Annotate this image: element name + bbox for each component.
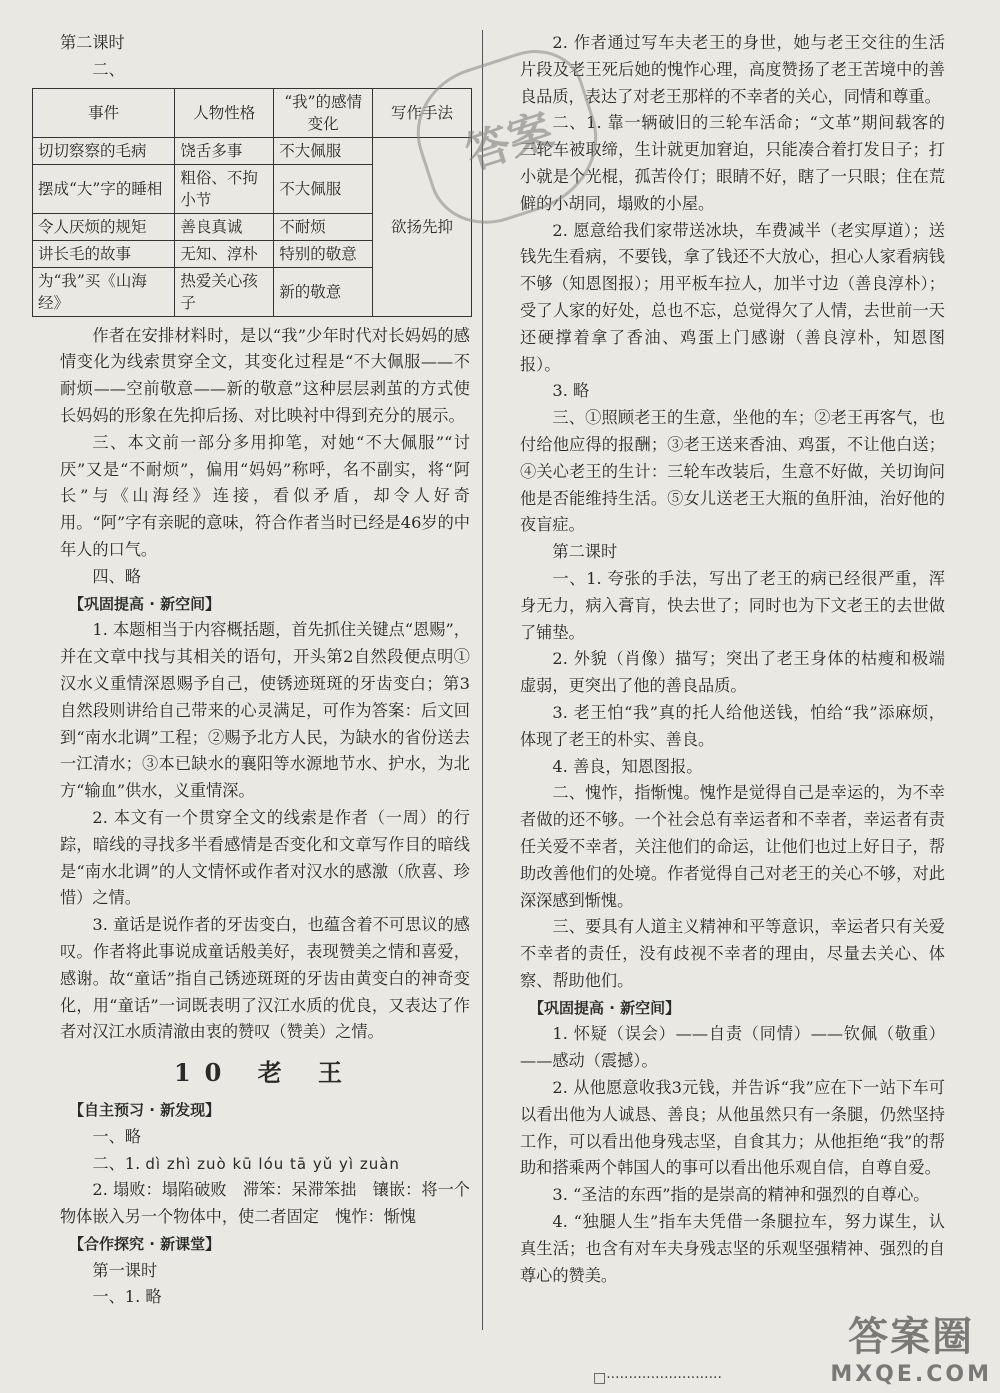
table-cell: 无知、淳朴	[175, 240, 274, 267]
answer-paragraph: 三、要具有人道主义精神和平等意识，幸运者只有关爱不幸者的责任，没有歧视不幸者的理由，尽量去关心、体察、帮助他们。	[520, 917, 945, 990]
table-header: 写作手法	[373, 88, 472, 137]
table-cell: 特别的敬意	[274, 240, 373, 267]
section-heading: 第二课时	[60, 33, 125, 52]
answer-paragraph: 2. 作者通过写车夫老王的身世，她与老王交往的生活片段及老王死后她的愧怍心理，高度赞扬了老王苦境中的善良品质，表达了对老王那样的不幸者的关心，同情和尊重。	[520, 33, 945, 106]
column-divider	[482, 30, 483, 1330]
answer-paragraph: 二、愧怍，指惭愧。愧怍是觉得自己是幸运的，为不幸者做的还不够。一个社会总有幸运者和不幸者，幸运者有责任关爱不幸者，关注他们的命运，让他们也过上好日子，帮助改善他们的处境。作者觉得自己对老王的关心不够，对此深深感到惭愧。	[520, 783, 945, 910]
answer-paragraph: 2. 愿意给我们家带送冰块，车费减半（老实厚道）；送钱先生看病，不要钱，拿了钱还不大放心，担心人家看病钱不够（知恩图报）；用平板车拉人，加半寸边（善良淳朴）；受了人家的好处，总也不忘，总觉得欠了人情，去世前一天还硬撑着拿了香油、鸡蛋上门感谢（善良淳朴，知恩图报）。	[520, 220, 945, 374]
table-cell: 为“我”买《山海经》	[33, 267, 175, 316]
question-number: 二、	[92, 59, 125, 79]
answer-paragraph: 1. 怀疑（误会）——自责（同情）——钦佩（敬重）——感动（震撼）。	[520, 1024, 945, 1071]
table-header-row	[33, 88, 472, 137]
answer-paragraph: 一、1. 略	[92, 1287, 162, 1307]
left-column	[38, 30, 470, 1311]
answer-paragraph: 一、略	[92, 1126, 141, 1146]
table-cell: 令人厌烦的规矩	[33, 213, 175, 240]
table-cell: 粗俗、不拘小节	[175, 164, 274, 213]
table-cell: 善良真诚	[175, 213, 274, 240]
answer-paragraph: 二、1. 靠一辆破旧的三轮车活命；“文革”期间载客的三轮车被取缔，生计就更加窘迫，只能凑合着打发日子；打小就是个光棍，孤苦伶仃；眼睛不好，瞎了一只眼；住在荒僻的小胡同，塌败的小屋。	[520, 113, 945, 213]
table-cell: 讲长毛的故事	[33, 240, 175, 267]
right-column	[520, 30, 945, 1289]
answer-stamp: 答案	[400, 37, 616, 240]
table-header: 人物性格	[175, 88, 274, 137]
answer-paragraph: 4. 善良，知恩图报。	[552, 756, 703, 776]
pinyin-line	[60, 1151, 470, 1178]
section-heading: 第二课时	[552, 542, 618, 562]
answer-paragraph: 2. 从他愿意收我3元钱，并告诉“我”应在下一站下车可以看出他为人诚恳、善良；从他虽然只有一条腿，仍然坚持工作，可以看出他身残志坚，自食其力；从他拒绝“我”的帮助和搭乘两个韩国人的事可以看出他乐观自信，自尊自爱。	[520, 1078, 945, 1178]
section-bracket-heading: 【自主预习 · 新发现】	[69, 1100, 221, 1119]
answer-paragraph: 4. “独腿人生”指车夫凭借一条腿拉车，努力谋生，认真生活；也含有对车夫身残志坚的乐观坚强精神、强烈的自尊心的赞美。	[520, 1212, 945, 1285]
answer-paragraph: 作者在安排材料时，是以“我”少年时代对长妈妈的感情变化为线索贯穿全文，其变化过程是“不大佩服——不耐烦——空前敬意——新的敬意”这种层层剥茧的方式使长妈妈的形象在先抑后扬、对比映衬中得到充分的展示。	[60, 325, 470, 425]
table-cell: 不大佩服	[274, 137, 373, 164]
table-cell: 不耐烦	[274, 213, 373, 240]
table-cell: 切切察察的毛病	[33, 137, 175, 164]
table-header: 事件	[33, 88, 175, 137]
answer-paragraph: 2. 塌败：塌陷破败 滞笨：呆滞笨拙 镶嵌：将一个物体嵌入另一个物体中，使二者固定 愧怍：惭愧	[60, 1180, 470, 1227]
table-cell: 热爱关心孩子	[175, 267, 274, 316]
site-watermark	[830, 1305, 992, 1387]
answer-paragraph: 2. 外貌（肖像）描写；突出了老王身体的枯瘦和极端虚弱，更突出了他的善良品质。	[520, 649, 945, 696]
pinyin-prefix: 二、1.	[92, 1153, 141, 1173]
section-bracket-heading: 【巩固提高 · 新空间】	[69, 594, 221, 613]
answer-paragraph: 3. 童话是说作者的牙齿变白，也蕴含着不可思议的感叹。作者将此事说成童话般美好，表现赞美之情和喜爱，感谢。故“童话”指自己锈迹斑斑的牙齿由黄变白的神奇变化，用“童话”一词既表明了汉江水质的优良，又表达了作者对汉江水质清澈由衷的赞叹（赞美）之情。	[60, 915, 470, 1042]
answer-paragraph: 2. 本文有一个贯穿全文的线索是作者（一周）的行踪，暗线的寻找多半看感情是否变化和文章写作目的暗线是“南水北调”的人文情怀或作者对汉水的感激（欣喜、珍惜）之情。	[60, 807, 470, 908]
watermark-url: MXQE.COM	[830, 1362, 992, 1387]
page-footer: □··························	[593, 1370, 722, 1386]
analysis-table	[32, 88, 472, 317]
section-heading: 第一课时	[92, 1260, 158, 1280]
section-bracket-heading: 【巩固提高 · 新空间】	[529, 998, 681, 1017]
table-row	[33, 137, 472, 164]
table-header: “我”的感情变化	[274, 88, 373, 137]
table-cell: 新的敬意	[274, 267, 373, 316]
answer-paragraph: 三、本文前一部分多用抑笔，对她“不大佩服”“讨厌”又是“不耐烦”，偏用“妈妈”称呼，名不副实，将“阿长”与《山海经》连接，看似矛盾，却令人好奇用。“阿”字有亲昵的意味，符合作者当时已经是46岁的中年人的口气。	[60, 432, 470, 559]
answer-paragraph: 1. 本题相当于内容概括题，首先抓住关键点“恩赐”，并在文章中找与其相关的语句，开头第2自然段便点明①汉水义重情深恩赐予自己，使锈迹斑斑的牙齿变白；第3自然段则讲给自己带来的心灵满足，可作为答案：后文回到“南水北调”工程；②赐予北方人民，为缺水的省份送去一江清水；③本已缺水的襄阳等水源地节水、护水，为北方“输血”供水，义重情深。	[60, 620, 470, 801]
answer-paragraph: 四、略	[92, 566, 141, 586]
answer-paragraph: 3. 略	[552, 381, 590, 401]
lesson-title: 10 老 王	[173, 1058, 357, 1088]
answer-paragraph: 3. 老王怕“我”真的托人给他送钱，怕给“我”添麻烦，体现了老王的朴实、善良。	[520, 702, 945, 749]
watermark-logo-text: 答案圈	[848, 1314, 975, 1360]
table-cell: 摆成“大”字的睡相	[33, 164, 175, 213]
technique-cell: 欲扬先抑	[373, 137, 472, 316]
table-cell: 饶舌多事	[175, 137, 274, 164]
pinyin-text: dì zhì zuò kū lóu tā yǔ yì zuàn	[145, 1154, 400, 1173]
answer-paragraph: 三、①照顾老王的生意，坐他的车；②老王再客气，也付给他应得的报酬；③老王送来香油、鸡蛋，不让他白送；④关心老王的生计：三轮车改装后，生意不好做，关切询问他是否能维持生活。⑤女儿送老王大瓶的鱼肝油，治好他的夜盲症。	[520, 408, 945, 535]
section-bracket-heading: 【合作探究 · 新课堂】	[69, 1234, 221, 1253]
table-cell: 不大佩服	[274, 164, 373, 213]
answer-paragraph: 一、1. 夸张的手法，写出了老王的病已经很严重，浑身无力，病入膏肓，快去世了；同时也为下文老王的去世做了铺垫。	[520, 568, 945, 642]
answer-paragraph: 3. “圣洁的东西”指的是崇高的精神和强烈的自尊心。	[552, 1185, 930, 1205]
